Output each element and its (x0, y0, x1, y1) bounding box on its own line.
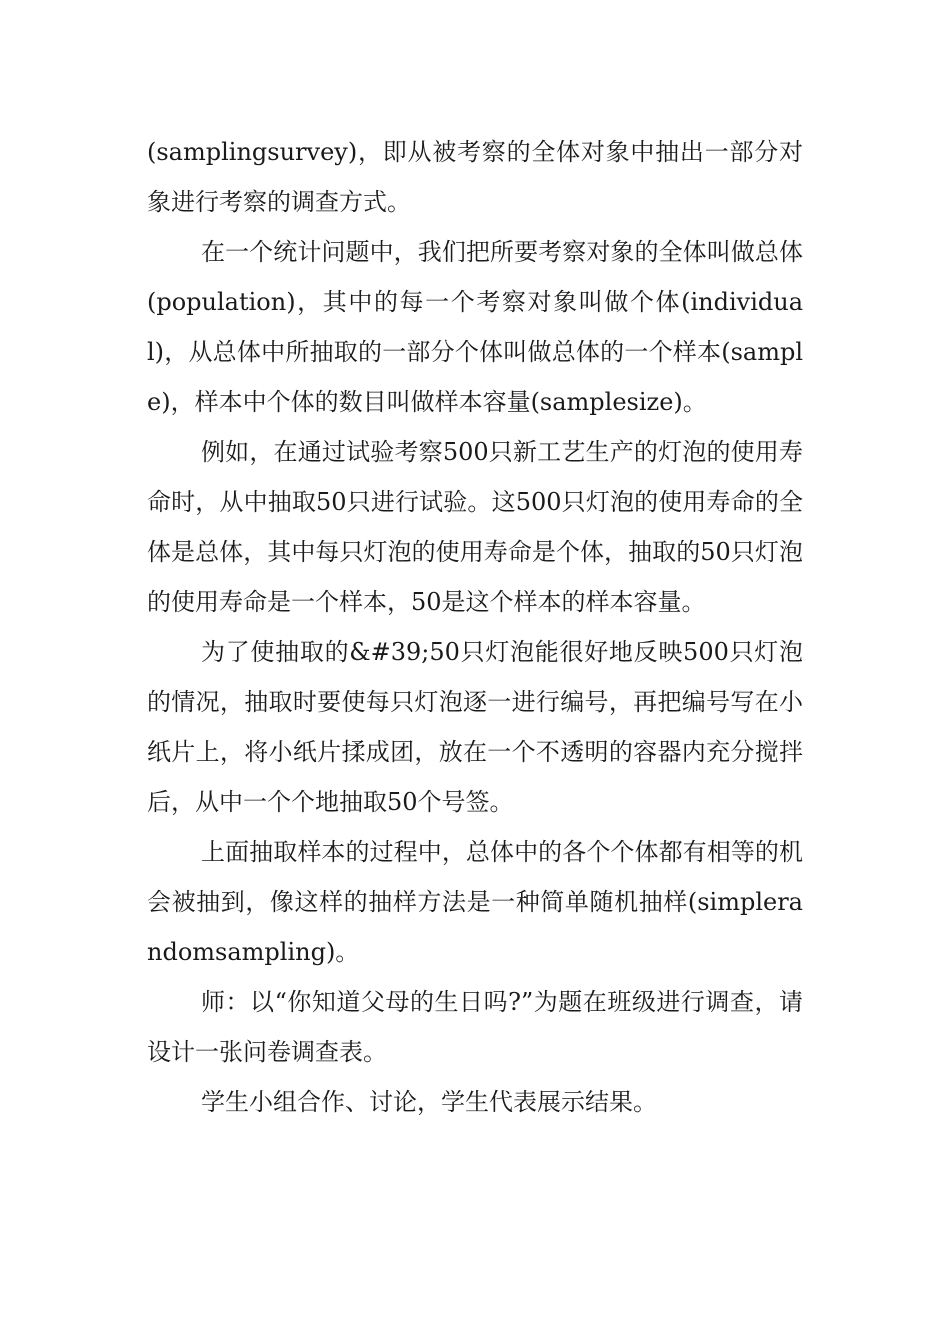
paragraph-drawing-lots: 为了使抽取的&#39;50只灯泡能很好地反映500只灯泡的情况，抽取时要使每只灯泡逐一进行编号，再把编号写在小纸片上，将小纸片揉成团，放在一个不透明的容器内充分搅拌后，从中一个个地抽取50个号签。 (147, 638, 803, 816)
paragraph-population-definition: 在一个统计问题中，我们把所要考察对象的全体叫做总体(population)，其中的每一个考察对象叫做个体(individual)，从总体中所抽取的一部分个体叫做总体的一个样本(sample)，样本中个体的数目叫做样本容量(samplesize)。 (147, 238, 803, 416)
paragraph-simple-random-sampling: 上面抽取样本的过程中，总体中的各个个体都有相等的机会被抽到，像这样的抽样方法是一种简单随机抽样(simplerandomsampling)。 (147, 838, 803, 966)
paragraph-student-activity: 学生小组合作、讨论，学生代表展示结果。 (201, 1088, 657, 1116)
document-body (147, 127, 803, 1127)
paragraph-sampling-survey-definition: (samplingsurvey)，即从被考察的全体对象中抽出一部分对象进行考察的调查方式。 (147, 138, 803, 216)
paragraph-bulb-example: 例如，在通过试验考察500只新工艺生产的灯泡的使用寿命时，从中抽取50只进行试验。这500只灯泡的使用寿命的全体是总体，其中每只灯泡的使用寿命是个体，抽取的50只灯泡的使用寿命是一个样本，50是这个样本的样本容量。 (147, 438, 803, 616)
paragraph-teacher-task: 师：以“你知道父母的生日吗?”为题在班级进行调查，请设计一张问卷调查表。 (147, 988, 803, 1066)
